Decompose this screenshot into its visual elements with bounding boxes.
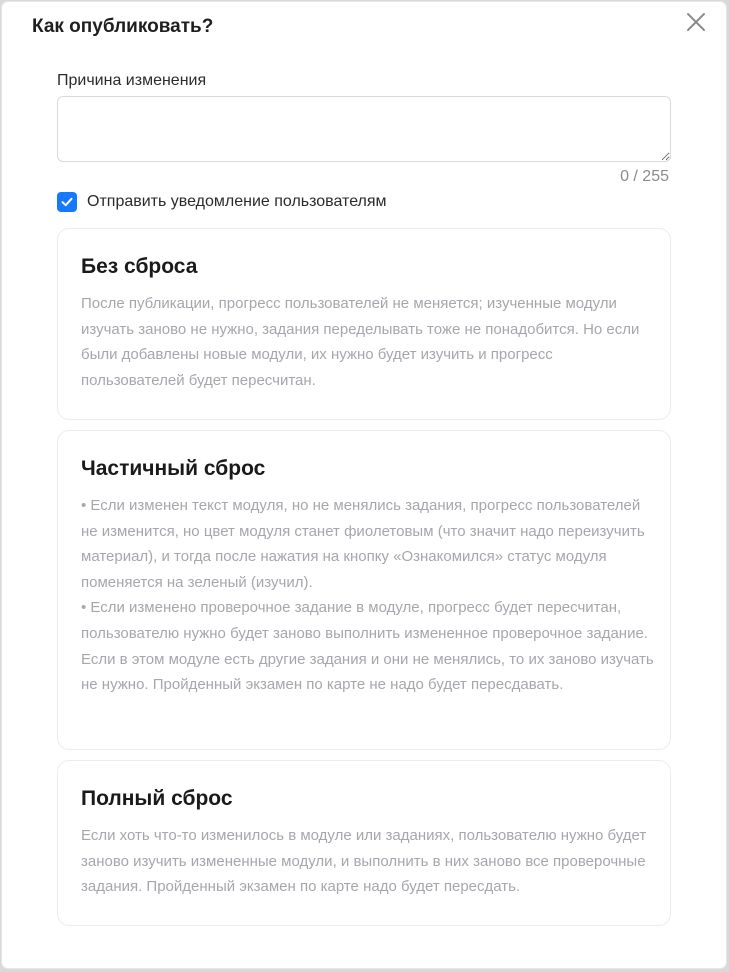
close-icon xyxy=(684,10,708,34)
reason-input[interactable] xyxy=(57,96,671,162)
option-title: Полный сброс xyxy=(81,787,233,810)
close-button[interactable] xyxy=(684,10,708,34)
option-no-reset[interactable] xyxy=(57,228,671,420)
character-counter: 0 / 255 xyxy=(620,168,669,185)
option-description: После публикации, прогресс пользователей не меняется; изученные модули изучать заново не нужно, задания переделывать тоже не понадобится. Но если были добавлены новые модули, их нужно будет изучить и прогресс пользователей будет пересчитан. xyxy=(81,295,640,389)
option-partial-reset[interactable] xyxy=(57,430,671,750)
option-description-item: • Если изменен текст модуля, но не менялись задания, прогресс пользователей не изменится, но цвет модуля станет фиолетовым (что значит надо переизучить материал), и тогда после нажатия на кнопку «Ознакомился» статус модуля поменяется на зеленый (изучил). xyxy=(81,497,645,591)
option-title: Частичный сброс xyxy=(81,457,266,480)
option-description-item: • Если изменено проверочное задание в модуле, прогресс будет пересчитан, пользователю нужно будет заново выполнить измененное проверочное задание. Если в этом модуле есть другие задания и они не менялись, то их заново изучать не нужно. Пройденный экзамен по карте не надо будет пересдавать. xyxy=(81,599,654,694)
check-icon xyxy=(60,195,74,209)
notify-users-checkbox[interactable] xyxy=(57,192,77,212)
option-description: Если хоть что-то изменилось в модуле или заданиях, пользователю нужно будет заново изучить измененные модули, и выполнить в них заново все проверочные задания. Пройденный экзамен по карте надо будет пересдать. xyxy=(81,827,647,896)
reason-label: Причина изменения xyxy=(57,72,207,89)
notify-users-row[interactable] xyxy=(57,192,387,212)
publish-dialog xyxy=(2,2,726,968)
option-title: Без сброса xyxy=(81,255,198,278)
option-full-reset[interactable] xyxy=(57,760,671,926)
notify-users-label: Отправить уведомление пользователям xyxy=(87,193,387,210)
dialog-title: Как опубликовать? xyxy=(32,16,214,37)
